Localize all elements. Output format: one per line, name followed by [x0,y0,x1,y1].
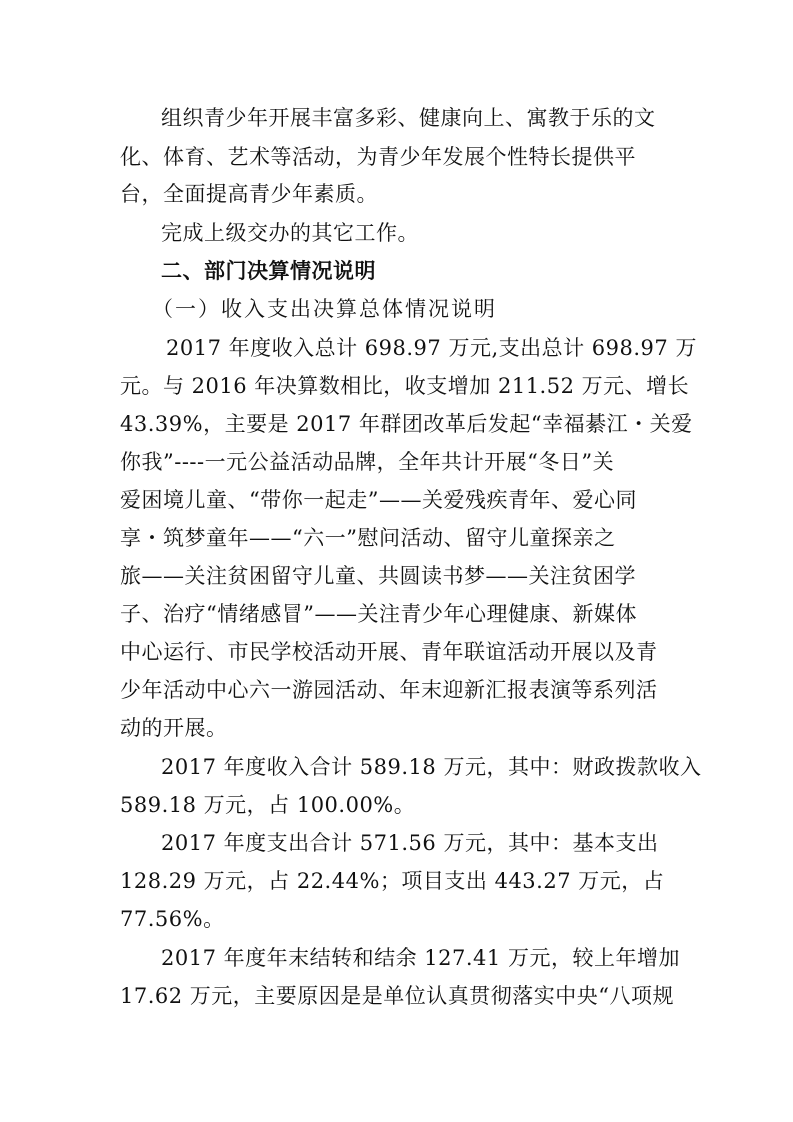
paragraph-line: 组织青少年开展丰富多彩、健康向上、寓教于乐的文 [161,106,656,130]
paragraph-line: 爱困境儿童、“带你一起走”——关爱残疾青年、爱心同 [120,488,637,512]
paragraph-line: 2017 年度收入合计 589.18 万元，其中：财政拨款收入 [161,755,702,779]
paragraph-line: 你我”----一元公益活动品牌，全年共计开展“冬日”关 [120,450,615,474]
paragraph-line: 子、治疗“情绪感冒”——关注青少年心理健康、新媒体 [120,602,637,626]
paragraph-line: 2017 年度支出合计 571.56 万元，其中：基本支出 [161,831,659,855]
paragraph-line: 2017 年度收入总计 698.97 万元,支出总计 698.97 万 [166,336,697,360]
paragraph-line: 2017 年度年末结转和结余 127.41 万元，较上年增加 [161,946,680,970]
paragraph-line: 128.29 万元，占 22.44%；项目支出 443.27 万元，占 [120,869,665,893]
paragraph-line: 元。与 2016 年决算数相比，收支增加 211.52 万元、增长 [120,374,690,398]
paragraph-line: 台，全面提高青少年素质。 [120,182,378,206]
paragraph-line: 化、体育、艺术等活动，为青少年发展个性特长提供平 [120,145,636,169]
paragraph-line: 77.56%。 [120,907,225,931]
section-heading: 二、部门决算情况说明 [161,259,376,283]
paragraph-line: 旅——关注贫困留守儿童、共圆读书梦——关注贫困学 [120,564,636,588]
paragraph-line: 少年活动中心六一游园活动、年末迎新汇报表演等系列活 [120,678,658,702]
subsection-heading: （一）收入支出决算总体情况说明 [152,297,497,321]
paragraph-line: 中心运行、市民学校活动开展、青年联谊活动开展以及青 [120,640,658,664]
paragraph-line: 589.18 万元，占 100.00%。 [120,793,416,817]
paragraph-line: 完成上级交办的其它工作。 [161,221,419,245]
paragraph-line: 动的开展。 [120,716,228,740]
paragraph-line: 17.62 万元，主要原因是是单位认真贯彻落实中央“八项规 [120,984,675,1008]
paragraph-line: 43.39%，主要是 2017 年群团改革后发起“幸福綦江・关爱 [120,412,693,436]
paragraph-line: 享・筑梦童年——“六一”慰问活动、留守儿童探亲之 [120,526,616,550]
